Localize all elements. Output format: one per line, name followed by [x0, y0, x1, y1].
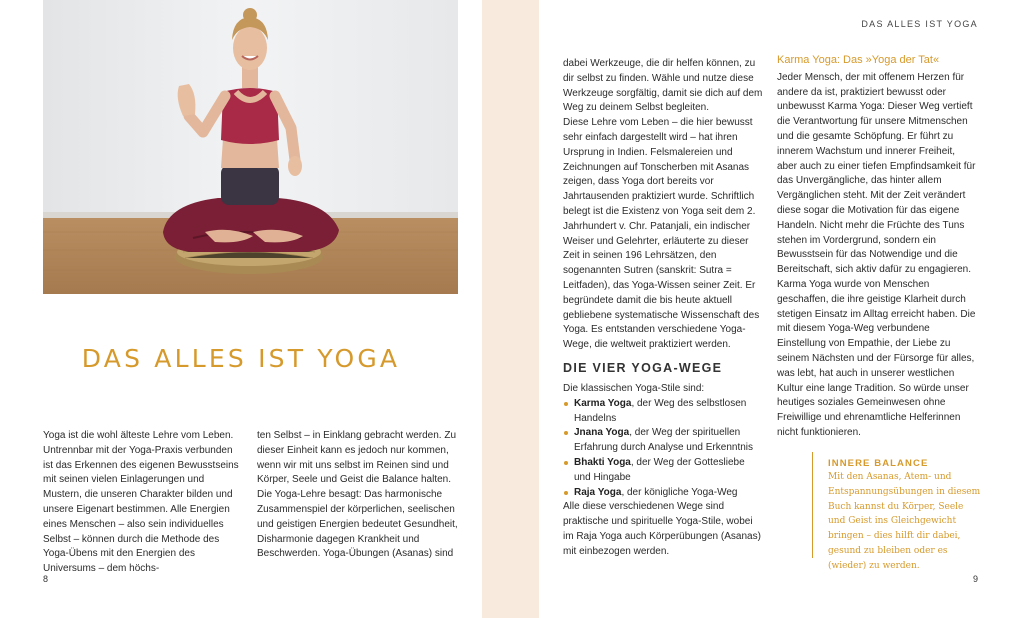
karma-yoga-heading: Karma Yoga: Das »Yoga der Tat« [777, 54, 940, 66]
body-column-left-2: ten Selbst – in Einklang gebracht werden. Zu dieser Einheit kann es jedoch nur kommen, wenn wir mit uns selbst im Reinen sind und Körper, Seele und Geist die Balance halten. Die Yoga-Lehre besagt: Das harmonische Zusammenspiel der körperlichen, seelischen und geistigen Energien bedeutet Gesundheit, Disharmonie dagegen Krankheit und Beschwerden. Yoga-Übungen (Asanas) sind [257, 430, 458, 560]
paragraph: dabei Werkzeuge, die dir helfen können, zu dir selbst zu finden. Wähle und nutze diese Werkzeuge sorgfältig, damit sie dich auf dem Weg zu deinem Selbst begleiten. [563, 58, 763, 114]
ways-intro: Die klassischen Yoga-Stile sind: [563, 383, 705, 394]
list-item: Bhakti Yoga, der Weg der Gottesliebe und Hingabe [563, 456, 763, 486]
section-heading: DIE VIER YOGA-WEGE [563, 361, 723, 375]
ways-outro: Alle diese verschiedenen Wege sind praktische und spirituelle Yoga-Stile, wobei im Raja Yoga auch Körperübungen (Asanas) mit einbezogen werden. [563, 501, 761, 557]
body-column-right-1 [563, 57, 763, 353]
yoga-ways-list [563, 397, 763, 501]
chapter-title: DAS ALLES IST YOGA [81, 344, 401, 373]
info-box-title: INNERE BALANCE [828, 458, 929, 469]
book-gutter [482, 0, 539, 618]
page-number-left: 8 [43, 574, 49, 584]
info-box [812, 452, 982, 571]
list-item: Karma Yoga, der Weg des selbstlosen Handelns [563, 397, 763, 427]
yoga-ways-section [563, 382, 763, 560]
paragraph: Jeder Mensch, der mit offenem Herzen für andere da ist, praktiziert bewusst oder unbewusst Karma Yoga: Dieser Weg vertieft die Verantwortung für unsere Mitmenschen und die gesamte Schöpfung. Er führt zu innerem Wachstum und innerer Freiheit, aber auch zu einer tiefen Empfindsamkeit für das Unvergängliche, das hinter allem Vergänglichen steht. Mit der Zeit verändert diese sogar die Motivation für das eigene Handeln. Nicht mehr die Früchte des Tuns stehen im Vordergrund, sondern ein Bewusstsein für das Notwendige und die Bereitschaft, sich aktiv dafür zu engagieren. [777, 71, 976, 276]
paragraph: Karma Yoga wurde von Menschen geschaffen, die ihre geistige Klarheit durch stetigen Einsatz im Alltag erreicht haben. Die mit diesem Yoga-Weg verbundene Einstellung von Empathie, der Liebe zu seinem Nächsten und der Fürsorge für alles, was lebt, hat auch in unserer westlichen Kultur eine lange Tradition. So würde unser heutiges soziales Gemeinwesen ohne Freiwillige und ehrenamtliche Helferinnen nicht funktionieren. [777, 278, 976, 438]
info-box-text: Mit den Asanas, Atem- und Entspannungsübungen in diesem Buch kannst du Körper, Seele und Geist ins Gleichgewicht bringen – dies hilft dir dabei, gesund zu bleiben oder es (wieder) zu werden. [828, 472, 981, 571]
running-head: DAS ALLES IST YOGA [861, 19, 978, 29]
body-column-left-1: Yoga ist die wohl älteste Lehre vom Leben. Untrennbar mit der Yoga-Praxis verbunden ist das Erkennen des eigenen Bewusstseins mit seinen vielen Einlagerungen und Mustern, die unseren Charakter bilden und unsere Eigenart bestimmen. Alle Energien eines Menschen – also sein individuelles Selbst – können durch die Methode des Yoga-Übens mit den Energien des Universums – dem höchs- [43, 430, 239, 575]
body-column-right-2 [777, 53, 977, 441]
list-item: Raja Yoga, der königliche Yoga-Weg [563, 486, 763, 501]
yoga-woman-photo [43, 0, 458, 294]
page-number-right: 9 [972, 574, 978, 584]
list-item: Jnana Yoga, der Weg der spirituellen Erfahrung durch Analyse und Erkenntnis [563, 426, 763, 456]
paragraph: Diese Lehre vom Leben – die hier bewusst sehr einfach dargestellt wird – hat ihren Ursprung in Indien. Felsmalereien und Zeichnungen auf Tonscherben mit Asanas zeigen, dass Yoga dort bereits vor Jahrtausenden praktiziert wurde. Schriftlich belegt ist die Existenz von Yoga seit dem 2. Jahrhundert v. Chr. Patanjali, ein indischer Weiser und Gelehrter, erläuterte zu dieser Zeit in seinen 196 Lehrsätzen, den sogenannten Sutren (sanskrit: Sutra = Leitfaden), das Yoga-Wissen seiner Zeit. Er begründete damit die bis heute aktuell gebliebene systematische Wissenschaft des Yoga. Es entstanden verschiedene Yoga-Wege, die weltweit praktiziert werden. [563, 117, 760, 351]
